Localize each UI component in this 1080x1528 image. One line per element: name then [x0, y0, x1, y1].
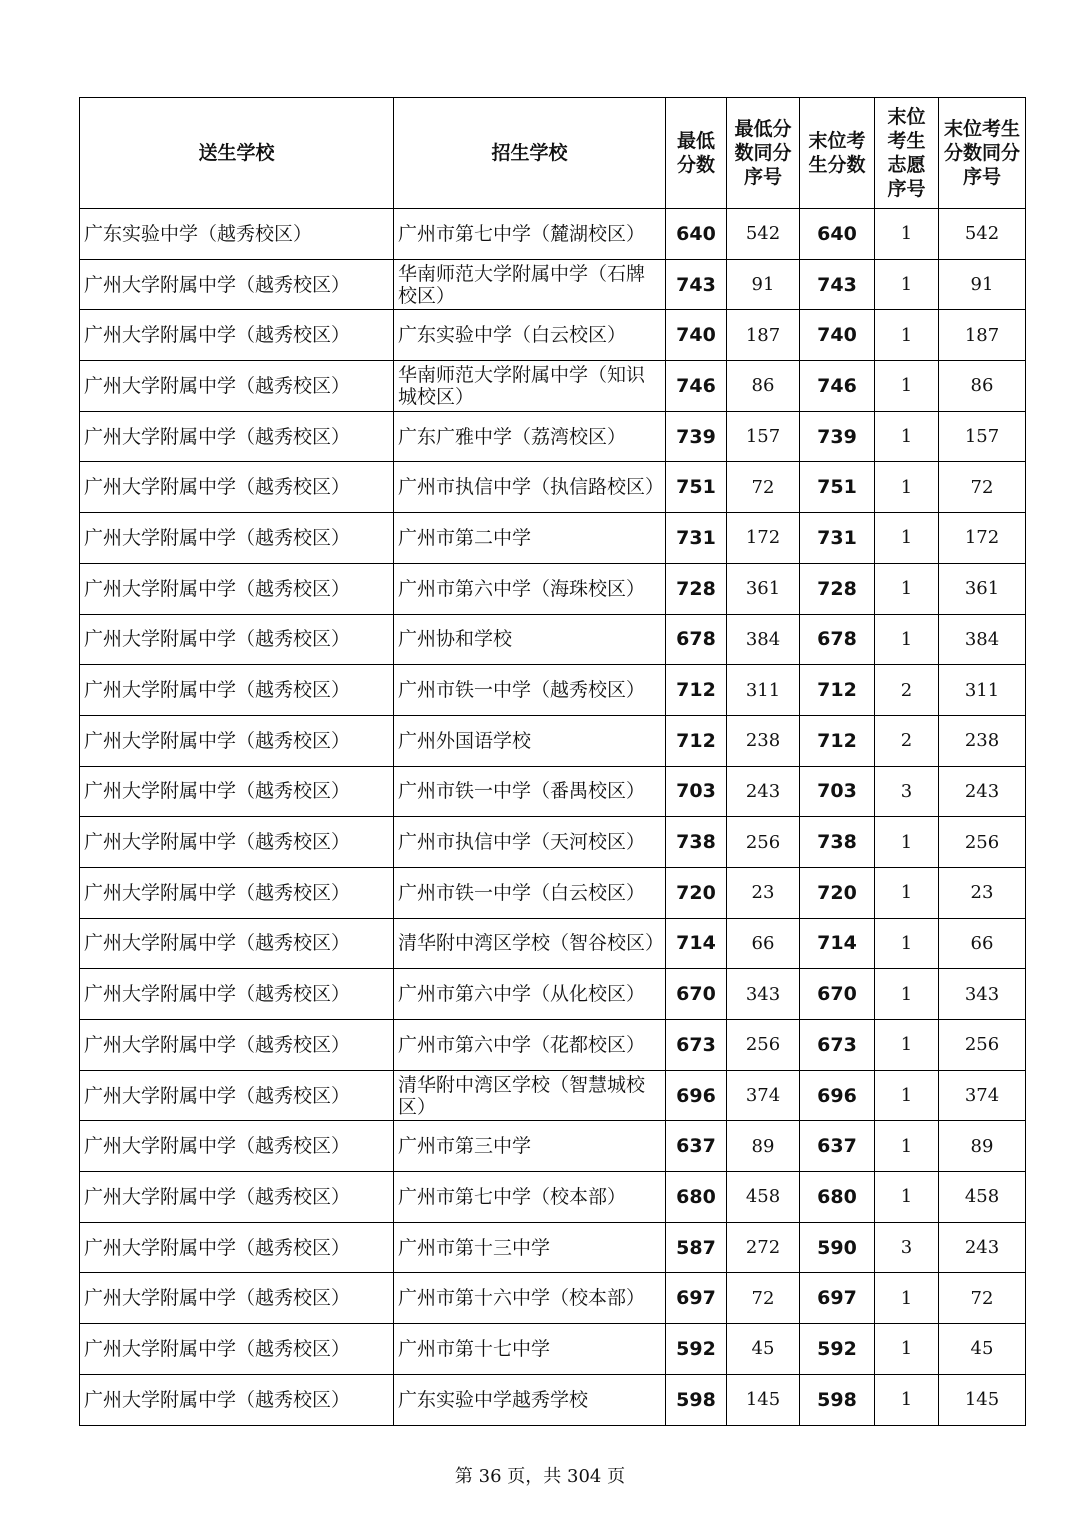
send-school-cell: 广州大学附属中学（越秀校区）	[80, 411, 394, 462]
last-pref-cell: 2	[875, 715, 939, 766]
min-score-cell: 678	[666, 614, 727, 665]
last-score-cell: 640	[800, 209, 875, 260]
min-rank-cell: 91	[727, 259, 800, 310]
last-score-cell: 673	[800, 1020, 875, 1071]
min-rank-cell: 238	[727, 715, 800, 766]
table-row	[80, 715, 1026, 766]
last-score-cell: 720	[800, 867, 875, 918]
last-rank-cell: 238	[939, 715, 1026, 766]
last-score-cell: 590	[800, 1222, 875, 1273]
last-score-cell: 670	[800, 969, 875, 1020]
recv-school-cell: 广州市第六中学（花都校区）	[394, 1020, 666, 1071]
send-school-cell: 广州大学附属中学（越秀校区）	[80, 918, 394, 969]
min-score-cell: 739	[666, 411, 727, 462]
last-score-cell: 746	[800, 361, 875, 412]
last-score-cell: 740	[800, 310, 875, 361]
send-school-cell: 广州大学附属中学（越秀校区）	[80, 867, 394, 918]
header-min-score-label: 最低 分数	[676, 130, 715, 176]
min-score-cell: 714	[666, 918, 727, 969]
table-row	[80, 259, 1026, 310]
min-rank-cell: 45	[727, 1324, 800, 1375]
send-school-cell: 广州大学附属中学（越秀校区）	[80, 1273, 394, 1324]
last-rank-cell: 172	[939, 513, 1026, 564]
recv-school-cell: 广州市第七中学（麓湖校区）	[394, 209, 666, 260]
last-pref-cell: 1	[875, 1020, 939, 1071]
header-recv-school-label: 招生学校	[491, 142, 568, 164]
recv-school-cell: 广州市第六中学（海珠校区）	[394, 563, 666, 614]
recv-school-cell: 广州市第二中学	[394, 513, 666, 564]
last-rank-cell: 361	[939, 563, 1026, 614]
send-school-cell: 广州大学附属中学（越秀校区）	[80, 361, 394, 412]
last-pref-cell: 1	[875, 1273, 939, 1324]
recv-school-cell: 广州市执信中学（天河校区）	[394, 817, 666, 868]
last-rank-cell: 256	[939, 1020, 1026, 1071]
send-school-cell: 广州大学附属中学（越秀校区）	[80, 817, 394, 868]
last-rank-cell: 374	[939, 1070, 1026, 1121]
last-pref-cell: 1	[875, 411, 939, 462]
last-pref-cell: 2	[875, 665, 939, 716]
recv-school-cell: 广州市第三中学	[394, 1121, 666, 1172]
recv-school-cell: 广州市第七中学（校本部）	[394, 1172, 666, 1223]
table-row	[80, 1324, 1026, 1375]
table-body	[80, 209, 1026, 1426]
recv-school-cell: 广东广雅中学（荔湾校区）	[394, 411, 666, 462]
recv-school-cell: 广州外国语学校	[394, 715, 666, 766]
recv-school-cell: 清华附中湾区学校（智谷校区）	[394, 918, 666, 969]
min-rank-cell: 343	[727, 969, 800, 1020]
min-rank-cell: 384	[727, 614, 800, 665]
min-score-cell: 731	[666, 513, 727, 564]
header-send-school	[80, 98, 394, 209]
last-score-cell: 712	[800, 665, 875, 716]
last-rank-cell: 86	[939, 361, 1026, 412]
min-score-cell: 746	[666, 361, 727, 412]
send-school-cell: 广州大学附属中学（越秀校区）	[80, 766, 394, 817]
min-score-cell: 720	[666, 867, 727, 918]
min-rank-cell: 361	[727, 563, 800, 614]
last-pref-cell: 1	[875, 1374, 939, 1425]
min-score-cell: 640	[666, 209, 727, 260]
recv-school-cell: 广州市第十六中学（校本部）	[394, 1273, 666, 1324]
min-score-cell: 680	[666, 1172, 727, 1223]
last-score-cell: 712	[800, 715, 875, 766]
last-pref-cell: 1	[875, 361, 939, 412]
last-rank-cell: 66	[939, 918, 1026, 969]
send-school-cell: 广州大学附属中学（越秀校区）	[80, 1374, 394, 1425]
min-score-cell: 712	[666, 665, 727, 716]
min-rank-cell: 89	[727, 1121, 800, 1172]
last-rank-cell: 91	[939, 259, 1026, 310]
last-pref-cell: 1	[875, 513, 939, 564]
table-row	[80, 817, 1026, 868]
last-rank-cell: 89	[939, 1121, 1026, 1172]
min-score-cell: 587	[666, 1222, 727, 1273]
last-pref-cell: 1	[875, 817, 939, 868]
last-score-cell: 739	[800, 411, 875, 462]
min-rank-cell: 458	[727, 1172, 800, 1223]
last-pref-cell: 3	[875, 1222, 939, 1273]
table-row	[80, 766, 1026, 817]
last-pref-cell: 1	[875, 614, 939, 665]
recv-school-cell: 广州市铁一中学（番禺校区）	[394, 766, 666, 817]
last-score-cell: 637	[800, 1121, 875, 1172]
document-sheet	[79, 97, 1025, 1426]
last-rank-cell: 458	[939, 1172, 1026, 1223]
min-rank-cell: 272	[727, 1222, 800, 1273]
min-rank-cell: 243	[727, 766, 800, 817]
table-row	[80, 665, 1026, 716]
header-last-score	[800, 98, 875, 209]
last-rank-cell: 343	[939, 969, 1026, 1020]
last-pref-cell: 1	[875, 867, 939, 918]
header-recv-school	[394, 98, 666, 209]
last-rank-cell: 243	[939, 1222, 1026, 1273]
recv-school-cell: 广州市铁一中学（越秀校区）	[394, 665, 666, 716]
send-school-cell: 广州大学附属中学（越秀校区）	[80, 715, 394, 766]
recv-school-cell: 清华附中湾区学校（智慧城校区）	[394, 1070, 666, 1121]
table-row	[80, 310, 1026, 361]
table-row	[80, 462, 1026, 513]
send-school-cell: 广州大学附属中学（越秀校区）	[80, 1070, 394, 1121]
header-min-rank	[727, 98, 800, 209]
last-pref-cell: 1	[875, 1121, 939, 1172]
send-school-cell: 广州大学附属中学（越秀校区）	[80, 310, 394, 361]
last-rank-cell: 23	[939, 867, 1026, 918]
table-row	[80, 1020, 1026, 1071]
last-score-cell: 680	[800, 1172, 875, 1223]
table-row	[80, 1273, 1026, 1324]
header-last-score-label: 末位考 生分数	[808, 130, 866, 176]
send-school-cell: 广州大学附属中学（越秀校区）	[80, 1324, 394, 1375]
recv-school-cell: 广州协和学校	[394, 614, 666, 665]
last-rank-cell: 45	[939, 1324, 1026, 1375]
min-score-cell: 697	[666, 1273, 727, 1324]
last-rank-cell: 384	[939, 614, 1026, 665]
min-score-cell: 670	[666, 969, 727, 1020]
table-row	[80, 1070, 1026, 1121]
header-last-pref	[875, 98, 939, 209]
min-score-cell: 743	[666, 259, 727, 310]
recv-school-cell: 广州市第六中学（从化校区）	[394, 969, 666, 1020]
min-rank-cell: 374	[727, 1070, 800, 1121]
send-school-cell: 广州大学附属中学（越秀校区）	[80, 1121, 394, 1172]
send-school-cell: 广州大学附属中学（越秀校区）	[80, 1020, 394, 1071]
table-row	[80, 1172, 1026, 1223]
min-rank-cell: 145	[727, 1374, 800, 1425]
last-pref-cell: 1	[875, 918, 939, 969]
min-rank-cell: 157	[727, 411, 800, 462]
last-pref-cell: 1	[875, 969, 939, 1020]
header-last-pref-label: 末位 考生 志愿 序号	[887, 106, 926, 200]
table-row	[80, 1222, 1026, 1273]
last-score-cell: 714	[800, 918, 875, 969]
min-rank-cell: 256	[727, 817, 800, 868]
last-rank-cell: 157	[939, 411, 1026, 462]
min-score-cell: 740	[666, 310, 727, 361]
recv-school-cell: 广东实验中学越秀学校	[394, 1374, 666, 1425]
header-last-rank-label: 末位考生 分数同分 序号	[943, 118, 1020, 188]
header-min-rank-label: 最低分 数同分 序号	[734, 118, 792, 188]
min-score-cell: 592	[666, 1324, 727, 1375]
last-score-cell: 738	[800, 817, 875, 868]
recv-school-cell: 广州市铁一中学（白云校区）	[394, 867, 666, 918]
send-school-cell: 广州大学附属中学（越秀校区）	[80, 969, 394, 1020]
header-min-score	[666, 98, 727, 209]
last-rank-cell: 187	[939, 310, 1026, 361]
last-pref-cell: 1	[875, 462, 939, 513]
recv-school-cell: 广州市执信中学（执信路校区）	[394, 462, 666, 513]
min-score-cell: 728	[666, 563, 727, 614]
admission-score-table	[79, 97, 1026, 1426]
min-score-cell: 712	[666, 715, 727, 766]
min-rank-cell: 86	[727, 361, 800, 412]
min-rank-cell: 256	[727, 1020, 800, 1071]
recv-school-cell: 华南师范大学附属中学（石牌校区）	[394, 259, 666, 310]
send-school-cell: 广州大学附属中学（越秀校区）	[80, 563, 394, 614]
last-score-cell: 703	[800, 766, 875, 817]
last-pref-cell: 1	[875, 259, 939, 310]
min-rank-cell: 187	[727, 310, 800, 361]
last-pref-cell: 1	[875, 209, 939, 260]
recv-school-cell: 广东实验中学（白云校区）	[394, 310, 666, 361]
table-row	[80, 969, 1026, 1020]
page-number: 第 36 页，共 304 页	[454, 1466, 626, 1487]
min-rank-cell: 23	[727, 867, 800, 918]
min-rank-cell: 172	[727, 513, 800, 564]
last-rank-cell: 145	[939, 1374, 1026, 1425]
table-row	[80, 411, 1026, 462]
send-school-cell: 广州大学附属中学（越秀校区）	[80, 462, 394, 513]
table-row	[80, 614, 1026, 665]
last-rank-cell: 311	[939, 665, 1026, 716]
send-school-cell: 广州大学附属中学（越秀校区）	[80, 513, 394, 564]
table-row	[80, 867, 1026, 918]
min-score-cell: 598	[666, 1374, 727, 1425]
last-score-cell: 751	[800, 462, 875, 513]
last-pref-cell: 1	[875, 563, 939, 614]
last-score-cell: 731	[800, 513, 875, 564]
last-score-cell: 678	[800, 614, 875, 665]
recv-school-cell: 华南师范大学附属中学（知识城校区）	[394, 361, 666, 412]
last-rank-cell: 72	[939, 1273, 1026, 1324]
recv-school-cell: 广州市第十三中学	[394, 1222, 666, 1273]
table-row	[80, 1374, 1026, 1425]
header-last-rank	[939, 98, 1026, 209]
min-rank-cell: 72	[727, 1273, 800, 1324]
last-rank-cell: 256	[939, 817, 1026, 868]
min-score-cell: 738	[666, 817, 727, 868]
send-school-cell: 广州大学附属中学（越秀校区）	[80, 614, 394, 665]
send-school-cell: 广州大学附属中学（越秀校区）	[80, 1222, 394, 1273]
min-score-cell: 751	[666, 462, 727, 513]
last-pref-cell: 1	[875, 1070, 939, 1121]
min-score-cell: 703	[666, 766, 727, 817]
last-score-cell: 697	[800, 1273, 875, 1324]
send-school-cell: 广州大学附属中学（越秀校区）	[80, 1172, 394, 1223]
min-rank-cell: 72	[727, 462, 800, 513]
last-pref-cell: 1	[875, 310, 939, 361]
min-rank-cell: 311	[727, 665, 800, 716]
header-send-school-label: 送生学校	[198, 142, 275, 164]
send-school-cell: 广东实验中学（越秀校区）	[80, 209, 394, 260]
min-score-cell: 673	[666, 1020, 727, 1071]
last-score-cell: 696	[800, 1070, 875, 1121]
last-pref-cell: 3	[875, 766, 939, 817]
table-row	[80, 1121, 1026, 1172]
send-school-cell: 广州大学附属中学（越秀校区）	[80, 259, 394, 310]
table-row	[80, 209, 1026, 260]
min-rank-cell: 66	[727, 918, 800, 969]
recv-school-cell: 广州市第十七中学	[394, 1324, 666, 1375]
table-row	[80, 918, 1026, 969]
last-score-cell: 743	[800, 259, 875, 310]
last-rank-cell: 542	[939, 209, 1026, 260]
table-header-row	[80, 98, 1026, 209]
last-pref-cell: 1	[875, 1172, 939, 1223]
last-pref-cell: 1	[875, 1324, 939, 1375]
table-row	[80, 361, 1026, 412]
last-rank-cell: 243	[939, 766, 1026, 817]
last-score-cell: 592	[800, 1324, 875, 1375]
send-school-cell: 广州大学附属中学（越秀校区）	[80, 665, 394, 716]
last-rank-cell: 72	[939, 462, 1026, 513]
last-score-cell: 728	[800, 563, 875, 614]
min-score-cell: 637	[666, 1121, 727, 1172]
min-score-cell: 696	[666, 1070, 727, 1121]
min-rank-cell: 542	[727, 209, 800, 260]
last-score-cell: 598	[800, 1374, 875, 1425]
table-row	[80, 513, 1026, 564]
table-row	[80, 563, 1026, 614]
